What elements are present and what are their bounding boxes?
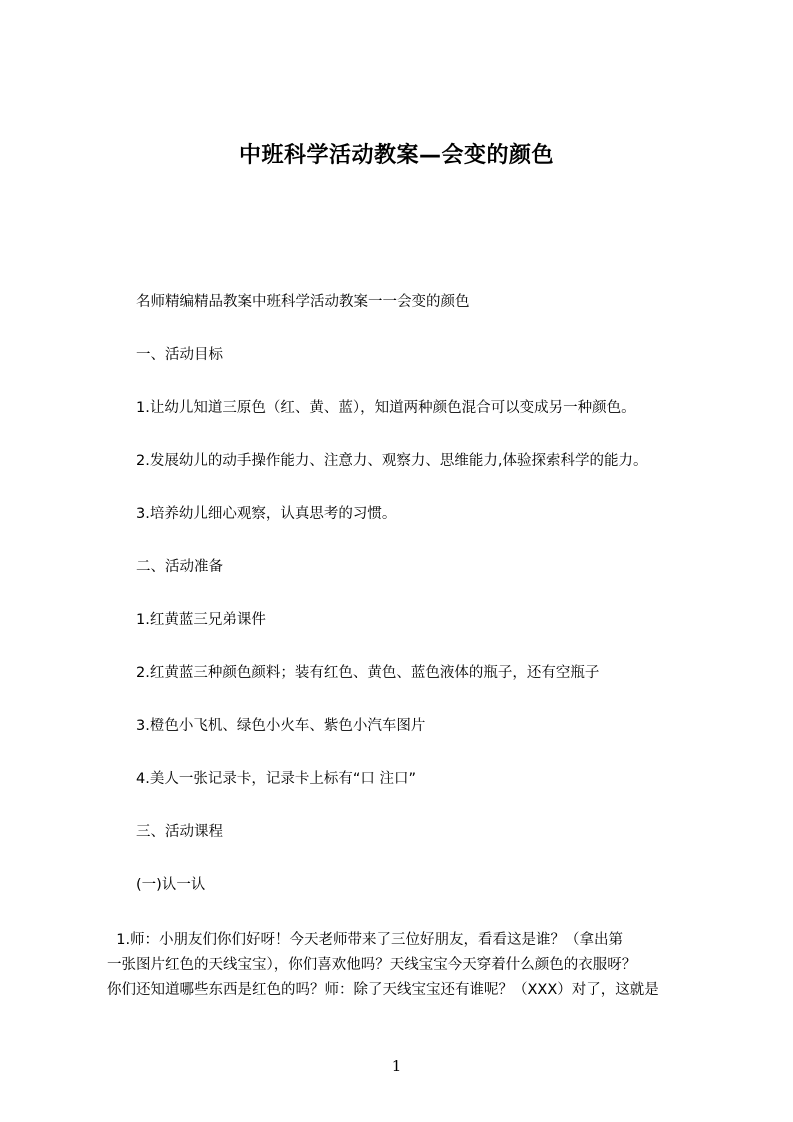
process-paragraph xyxy=(107,928,699,1003)
preparation-item-4: 4.美人一张记录卡，记录卡上标有“口 注口” xyxy=(136,771,416,787)
document-title: 中班科学活动教案—会变的颜色 xyxy=(238,143,554,168)
section-heading-preparation: 二、活动准备 xyxy=(136,559,223,575)
paragraph-line-1: 1.师：小朋友们你们好呀！今天老师带来了三位好朋友，看看这是谁？（拿出第 xyxy=(107,932,624,948)
intro-line: 名师精编精品教案中班科学活动教案一一会变的颜色 xyxy=(136,294,470,310)
preparation-item-3: 3.橙色小飞机、绿色小火车、紫色小汽车图片 xyxy=(136,718,426,734)
preparation-item-2: 2.红黄蓝三种颜色颜料；装有红色、黄色、蓝色液体的瓶子，还有空瓶子 xyxy=(136,665,600,681)
goal-item-1: 1.让幼儿知道三原色（红、黄、蓝），知道两种颜色混合可以变成另一种颜色。 xyxy=(136,400,636,416)
paragraph-line-2: 一张图片红色的天线宝宝），你们喜欢他吗？天线宝宝今天穿着什么颜色的衣服呀？ xyxy=(107,957,637,973)
goal-item-3: 3.培养幼儿细心观察，认真思考的习惯。 xyxy=(136,506,397,522)
subsection-heading-recognize: (一)认一认 xyxy=(136,877,206,893)
paragraph-line-3: 你们还知道哪些东西是红色的吗？师：除了天线宝宝还有谁呢？（XXX）对了，这就是 xyxy=(107,982,659,998)
page-number: 1 xyxy=(391,1057,402,1075)
preparation-item-1: 1.红黄蓝三兄弟课件 xyxy=(136,612,266,628)
goal-item-2: 2.发展幼儿的动手操作能力、注意力、观察力、思维能力,体验探索科学的能力。 xyxy=(136,453,648,469)
section-heading-process: 三、活动课程 xyxy=(136,824,223,840)
section-heading-goals: 一、活动目标 xyxy=(136,347,223,363)
